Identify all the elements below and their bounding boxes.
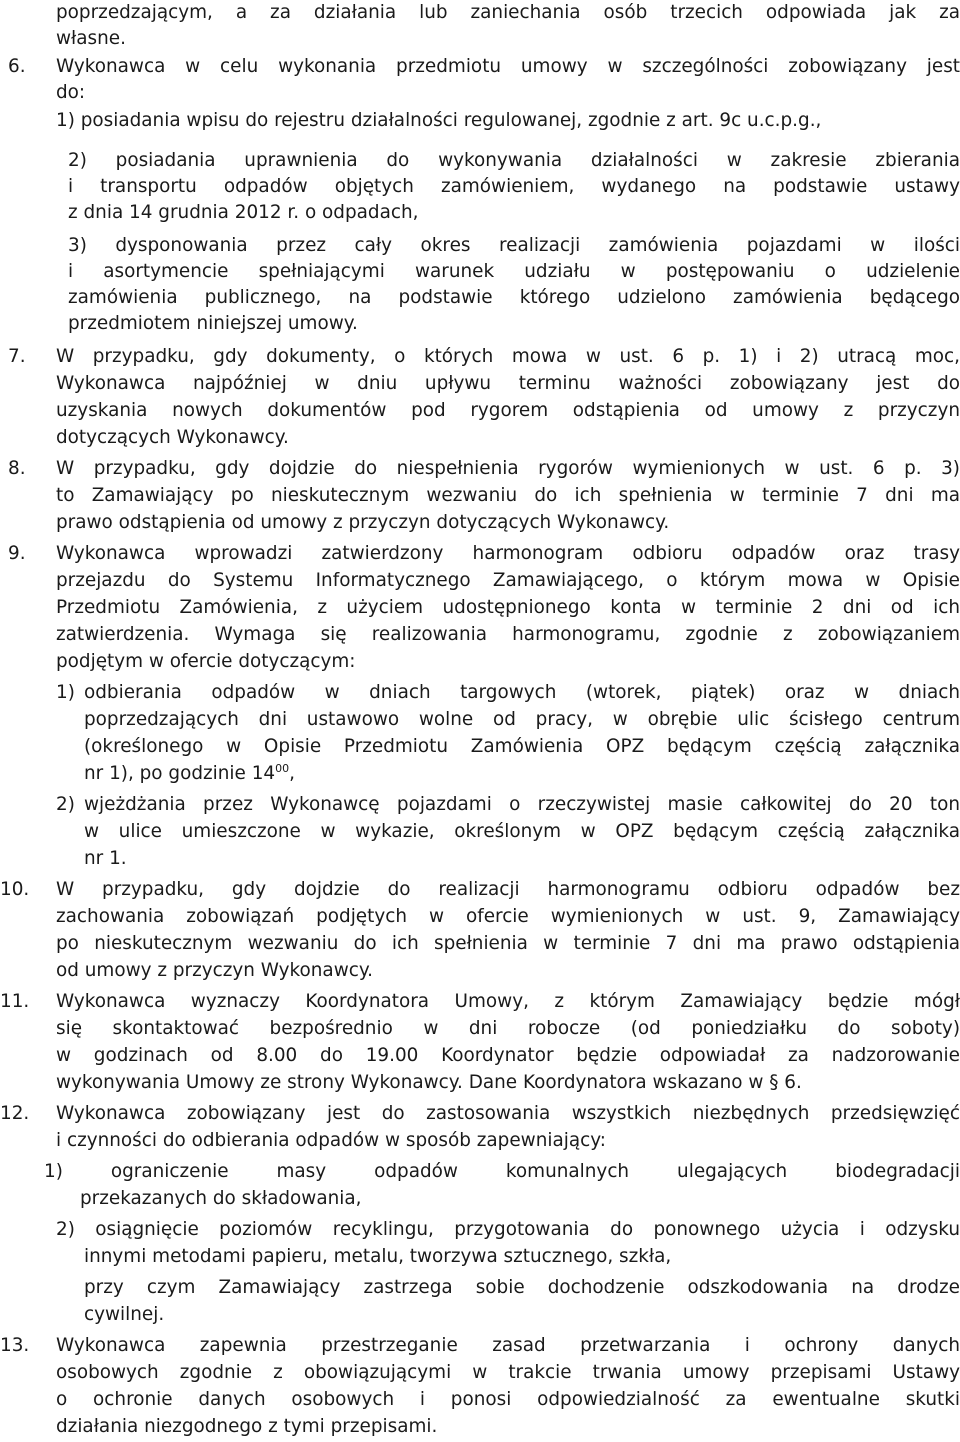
text-line: nr 1. [84,848,127,869]
text-line: zatwierdzenia. Wymaga się realizowania harmonogramu, zgodnie z zobowiązaniem [56,624,960,645]
text-line: W przypadku, gdy dokumenty, o których mowa w ust. 6 p. 1) i 2) utracą moc, [56,346,960,367]
text-line: uzyskania nowych dokumentów pod rygorem odstąpienia od umowy z przyczyn [56,400,960,421]
text-line: cywilnej. [84,1304,165,1325]
text-line: przy czym Zamawiający zastrzega sobie dochodzenie odszkodowania na drodze [84,1277,960,1298]
text-line: Wykonawca w celu wykonania przedmiotu umowy w szczególności zobowiązany jest [56,56,960,77]
list-number: 6. [8,56,26,77]
text-line: 2) osiągnięcie poziomów recyklingu, przygotowania do ponownego użycia i odzysku [56,1219,960,1240]
text-line: wykonywania Umowy ze strony Wykonawcy. Dane Koordynatora wskazano w § 6. [56,1072,802,1093]
text-line: o ochronie danych osobowych i ponosi odpowiedzialność za ewentualne skutki [56,1389,960,1410]
text-line: w ulice umieszczone w wykazie, określonym w OPZ będącym częścią załącznika [84,821,960,842]
list-number: 7. [8,346,26,367]
text-line: przedmiotem niniejszej umowy. [68,313,358,334]
list-number: 9. [8,543,26,564]
text-line: 3) dysponowania przez cały okres realizacji zamówienia pojazdami w ilości [68,235,960,256]
list-number: 1) [56,682,75,703]
list-number: 11. [0,991,30,1012]
text-line: 2) posiadania uprawnienia do wykonywania działalności w zakresie zbierania [68,150,960,171]
text-line: podjętym w ofercie dotyczącym: [56,651,356,672]
text-line: z dnia 14 grudnia 2012 r. o odpadach, [68,202,419,223]
text-line: własne. [56,28,126,49]
list-number: 10. [0,879,30,900]
text-line: po nieskutecznym wezwaniu do ich spełnienia w terminie 7 dni ma prawo odstąpienia [56,933,960,954]
text-line: i czynności do odbierania odpadów w sposób zapewniający: [56,1130,606,1151]
text-span: , [289,763,295,784]
text-line: poprzedzających dni ustawowo wolne od pracy, w obrębie ulic ścisłego centrum [84,709,960,730]
text-line: dotyczących Wykonawcy. [56,427,289,448]
text-line: W przypadku, gdy dojdzie do niespełnienia rygorów wymienionych w ust. 6 p. 3) [56,458,960,479]
list-number: 13. [0,1335,30,1356]
text-line: zamówienia publicznego, na podstawie którego udzielono zamówienia będącego [68,287,960,308]
superscript: 00 [275,762,290,775]
text-line: 1) ograniczenie masy odpadów komunalnych ulegających biodegradacji [44,1161,960,1182]
text-line: wjeżdżania przez Wykonawcę pojazdami o rzeczywistej masie całkowitej do 20 ton [84,794,960,815]
text-line: i asortymencie spełniającymi warunek udziału w postępowaniu o udzielenie [68,261,960,282]
text-line: prawo odstąpienia od umowy z przyczyn dotyczących Wykonawcy. [56,512,670,533]
text-line [84,761,295,787]
text-line: Wykonawca zapewnia przestrzeganie zasad przetwarzania i ochrony danych [56,1335,960,1356]
text-line: Wykonawca wprowadzi zatwierdzony harmonogram odbioru odpadów oraz trasy [56,543,960,564]
list-number: 12. [0,1103,30,1124]
text-line: odbierania odpadów w dniach targowych (wtorek, piątek) oraz w dniach [84,682,960,703]
text-line: się skontaktować bezpośrednio w dni robocze (od poniedziałku do soboty) [56,1018,960,1039]
list-number: 2) [56,794,75,815]
text-line: Wykonawca najpóźniej w dniu upływu terminu ważności zobowiązany jest do [56,373,960,394]
text-line: (określonego w Opisie Przedmiotu Zamówienia OPZ będącym częścią załącznika [84,736,960,757]
text-line: poprzedzającym, a za działania lub zaniechania osób trzecich odpowiada jak za [56,2,960,23]
text-line: od umowy z przyczyn Wykonawcy. [56,960,373,981]
text-line: i transportu odpadów objętych zamówieniem, wydanego na podstawie ustawy [68,176,960,197]
text-line: przekazanych do składowania, [80,1188,362,1209]
text-line: do: [56,82,86,103]
text-line: Wykonawca wyznaczy Koordynatora Umowy, z którym Zamawiający będzie mógł [56,991,960,1012]
text-line: w godzinach od 8.00 do 19.00 Koordynator będzie odpowiadał za nadzorowanie [56,1045,960,1066]
text-line: działania niezgodnego z tymi przepisami. [56,1416,438,1437]
text-line: Wykonawca zobowiązany jest do zastosowania wszystkich niezbędnych przedsięwzięć [56,1103,960,1124]
text-span: nr 1), po godzinie 14 [84,763,276,784]
text-line: Przedmiotu Zamówienia, z użyciem udostępnionego konta w terminie 2 dni od ich [56,597,960,618]
text-line: przejazdu do Systemu Informatycznego Zamawiającego, o którym mowa w Opisie [56,570,960,591]
text-line: innymi metodami papieru, metalu, tworzywa sztucznego, szkła, [84,1246,672,1267]
text-line: W przypadku, gdy dojdzie do realizacji harmonogramu odbioru odpadów bez [56,879,960,900]
list-number: 8. [8,458,26,479]
text-line: 1) posiadania wpisu do rejestru działalności regulowanej, zgodnie z art. 9c u.c.p.g., [56,110,822,131]
text-line: osobowych zgodnie z obowiązującymi w trakcie trwania umowy przepisami Ustawy [56,1362,960,1383]
text-line: to Zamawiający po nieskutecznym wezwaniu do ich spełnienia w terminie 7 dni ma [56,485,960,506]
text-line: zachowania zobowiązań podjętych w ofercie wymienionych w ust. 9, Zamawiający [56,906,960,927]
